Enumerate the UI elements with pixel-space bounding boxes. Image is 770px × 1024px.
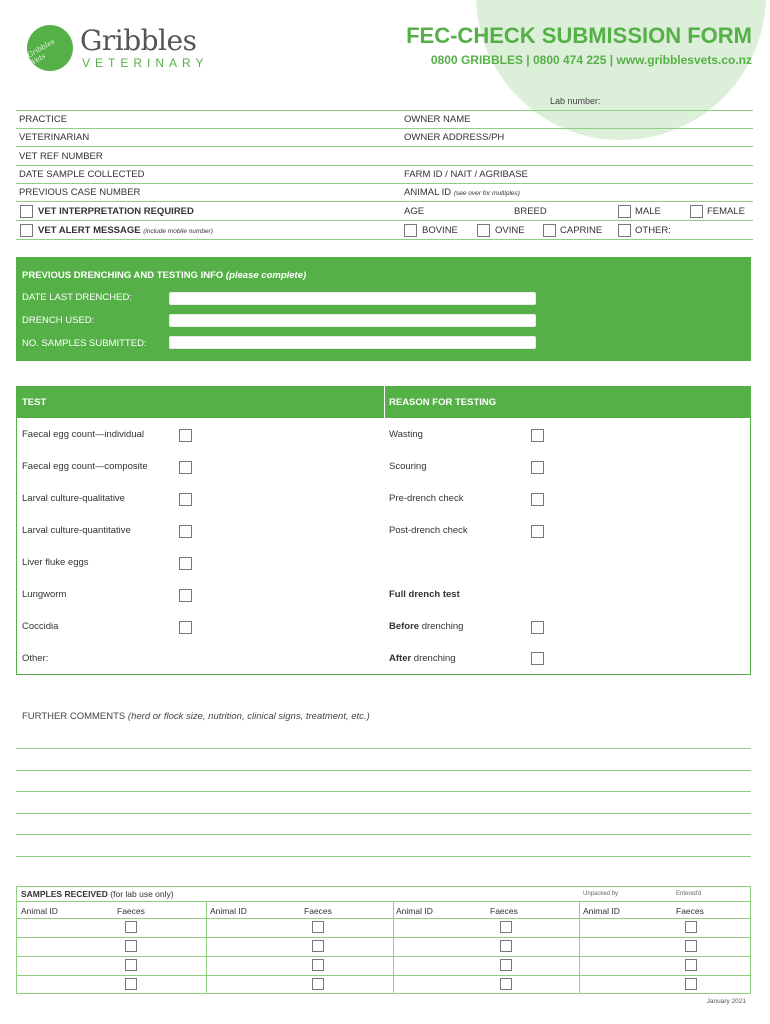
- test-other-field[interactable]: Other:: [22, 653, 49, 664]
- samples-submitted-label: NO. SAMPLES SUBMITTED:: [22, 338, 147, 349]
- row-divider: [16, 110, 753, 111]
- faeces-header: Faeces: [117, 906, 145, 916]
- reason-label: Pre-drench check: [389, 493, 464, 504]
- date-last-drenched-input[interactable]: [169, 292, 536, 305]
- reason-label: Scouring: [389, 461, 427, 472]
- before-drenching-label: Before drenching: [389, 621, 464, 632]
- fec-individual-checkbox[interactable]: [179, 429, 192, 442]
- test-label: Faecal egg count—individual: [22, 429, 144, 440]
- other-species-checkbox[interactable]: [618, 224, 631, 237]
- larval-qualitative-checkbox[interactable]: [179, 493, 192, 506]
- drench-used-label: DRENCH USED:: [22, 315, 95, 326]
- practice-field[interactable]: PRACTICE: [19, 114, 68, 125]
- drenching-note: (please complete): [225, 270, 307, 281]
- brand-name: Gribbles: [80, 24, 197, 57]
- date-collected-field[interactable]: DATE SAMPLE COLLECTED: [19, 169, 145, 180]
- after-drenching-label: After drenching: [389, 653, 456, 664]
- full-drench-heading: Full drench test: [389, 589, 460, 600]
- after-drenching-checkbox[interactable]: [531, 652, 544, 665]
- logo-monogram: Gribbles Vets: [26, 37, 57, 67]
- samples-divider: [16, 956, 751, 957]
- entered-label: Entered'd: [676, 891, 702, 897]
- test-label: Coccidia: [22, 621, 59, 632]
- vet-alert-checkbox[interactable]: [20, 224, 33, 237]
- test-label: Faecal egg count—composite: [22, 461, 148, 472]
- fec-composite-checkbox[interactable]: [179, 461, 192, 474]
- vet-ref-field[interactable]: VET REF NUMBER: [19, 151, 103, 162]
- samples-divider: [16, 975, 751, 976]
- owner-address-field[interactable]: OWNER ADDRESS/PH: [404, 132, 505, 143]
- row-divider: [16, 239, 753, 240]
- vet-alert-label: VET ALERT MESSAGE (include mobile number): [38, 225, 213, 236]
- faeces-checkbox[interactable]: [312, 959, 324, 971]
- samples-divider: [16, 937, 751, 938]
- comment-line[interactable]: [16, 791, 751, 792]
- test-label: Liver fluke eggs: [22, 557, 89, 568]
- row-divider: [16, 165, 753, 166]
- samples-divider: [16, 918, 751, 919]
- veterinarian-field[interactable]: VETERINARIAN: [19, 132, 90, 143]
- previous-case-field[interactable]: PREVIOUS CASE NUMBER: [19, 187, 141, 198]
- female-label: FEMALE: [707, 206, 746, 217]
- decorative-circle: [476, 0, 766, 140]
- liver-fluke-checkbox[interactable]: [179, 557, 192, 570]
- animal-id-field[interactable]: ANIMAL ID (see over for multiples): [404, 187, 520, 198]
- faeces-checkbox[interactable]: [685, 940, 697, 952]
- ovine-label: OVINE: [495, 225, 525, 236]
- scouring-checkbox[interactable]: [531, 461, 544, 474]
- samples-title: SAMPLES RECEIVED (for lab use only): [21, 889, 174, 899]
- row-divider: [16, 183, 753, 184]
- test-label: Lungworm: [22, 589, 67, 600]
- samples-column-divider: [393, 901, 394, 994]
- samples-column-divider: [206, 901, 207, 994]
- bovine-label: BOVINE: [422, 225, 458, 236]
- faeces-checkbox[interactable]: [685, 959, 697, 971]
- animal-id-header: Animal ID: [210, 906, 247, 916]
- breed-field[interactable]: BREED: [514, 206, 547, 217]
- faeces-checkbox[interactable]: [125, 978, 137, 990]
- test-header: TEST: [22, 397, 47, 408]
- reason-header: REASON FOR TESTING: [389, 397, 497, 408]
- faeces-checkbox[interactable]: [685, 921, 697, 933]
- test-label: Larval culture-qualitative: [22, 493, 125, 504]
- faeces-checkbox[interactable]: [500, 959, 512, 971]
- faeces-checkbox[interactable]: [500, 921, 512, 933]
- drenching-title: PREVIOUS DRENCHING AND TESTING INFO (please complete): [22, 270, 307, 281]
- owner-name-field[interactable]: OWNER NAME: [404, 114, 471, 125]
- vet-alert-note: (include mobile number): [143, 228, 213, 235]
- form-version-date: January 2021: [706, 998, 746, 1005]
- faeces-checkbox[interactable]: [312, 921, 324, 933]
- wasting-checkbox[interactable]: [531, 429, 544, 442]
- row-divider: [16, 201, 753, 202]
- male-label: MALE: [635, 206, 661, 217]
- pre-drench-checkbox[interactable]: [531, 493, 544, 506]
- faeces-checkbox[interactable]: [500, 940, 512, 952]
- samples-divider: [16, 901, 751, 902]
- reason-label: Post-drench check: [389, 525, 468, 536]
- comment-line[interactable]: [16, 770, 751, 771]
- caprine-label: CAPRINE: [560, 225, 603, 236]
- vet-interpretation-checkbox[interactable]: [20, 205, 33, 218]
- reason-label: Wasting: [389, 429, 423, 440]
- lungworm-checkbox[interactable]: [179, 589, 192, 602]
- comments-note: (herd or flock size, nutrition, clinical signs, treatment, etc.): [127, 711, 370, 722]
- faeces-checkbox[interactable]: [500, 978, 512, 990]
- farm-id-field[interactable]: FARM ID / NAIT / AGRIBASE: [404, 169, 528, 180]
- larval-quantitative-checkbox[interactable]: [179, 525, 192, 538]
- row-divider: [16, 128, 753, 129]
- post-drench-checkbox[interactable]: [531, 525, 544, 538]
- drench-used-input[interactable]: [169, 314, 536, 327]
- animal-id-header: Animal ID: [21, 906, 58, 916]
- age-field[interactable]: AGE: [404, 206, 425, 217]
- female-checkbox[interactable]: [690, 205, 703, 218]
- logo-icon: [27, 25, 73, 71]
- comments-label: FURTHER COMMENTS (herd or flock size, nutrition, clinical signs, treatment, etc.): [22, 711, 370, 722]
- faeces-checkbox[interactable]: [685, 978, 697, 990]
- before-drenching-checkbox[interactable]: [531, 621, 544, 634]
- comment-line[interactable]: [16, 813, 751, 814]
- header-divider: [384, 386, 385, 418]
- faeces-header: Faeces: [676, 906, 704, 916]
- comment-line[interactable]: [16, 834, 751, 835]
- faeces-checkbox[interactable]: [312, 978, 324, 990]
- row-divider: [16, 146, 753, 147]
- faeces-header: Faeces: [304, 906, 332, 916]
- samples-note: (for lab use only): [110, 889, 174, 899]
- contact-info: 0800 GRIBBLES | 0800 474 225 | www.gribblesvets.co.nz: [430, 53, 752, 67]
- faeces-checkbox[interactable]: [312, 940, 324, 952]
- other-species-label: OTHER:: [635, 225, 671, 236]
- faeces-checkbox[interactable]: [125, 959, 137, 971]
- row-divider: [16, 220, 753, 221]
- bovine-checkbox[interactable]: [404, 224, 417, 237]
- animal-id-note: (see over for multiples): [453, 190, 520, 197]
- brand-subtitle: VETERINARY: [82, 56, 209, 70]
- caprine-checkbox[interactable]: [543, 224, 556, 237]
- lab-number-label: Lab number:: [550, 96, 601, 106]
- test-label: Larval culture-quantitative: [22, 525, 131, 536]
- faeces-checkbox[interactable]: [125, 921, 137, 933]
- animal-id-header: Animal ID: [583, 906, 620, 916]
- samples-column-divider: [579, 901, 580, 994]
- form-title: FEC-CHECK SUBMISSION FORM: [406, 23, 752, 48]
- samples-submitted-input[interactable]: [169, 336, 536, 349]
- ovine-checkbox[interactable]: [477, 224, 490, 237]
- faeces-header: Faeces: [490, 906, 518, 916]
- coccidia-checkbox[interactable]: [179, 621, 192, 634]
- animal-id-header: Animal ID: [396, 906, 433, 916]
- comment-line[interactable]: [16, 748, 751, 749]
- date-last-drenched-label: DATE LAST DRENCHED:: [22, 292, 132, 303]
- vet-interpretation-label: VET INTERPRETATION REQUIRED: [38, 206, 194, 217]
- faeces-checkbox[interactable]: [125, 940, 137, 952]
- comment-line[interactable]: [16, 856, 751, 857]
- male-checkbox[interactable]: [618, 205, 631, 218]
- unpacked-by-label: Unpacked by: [583, 891, 619, 897]
